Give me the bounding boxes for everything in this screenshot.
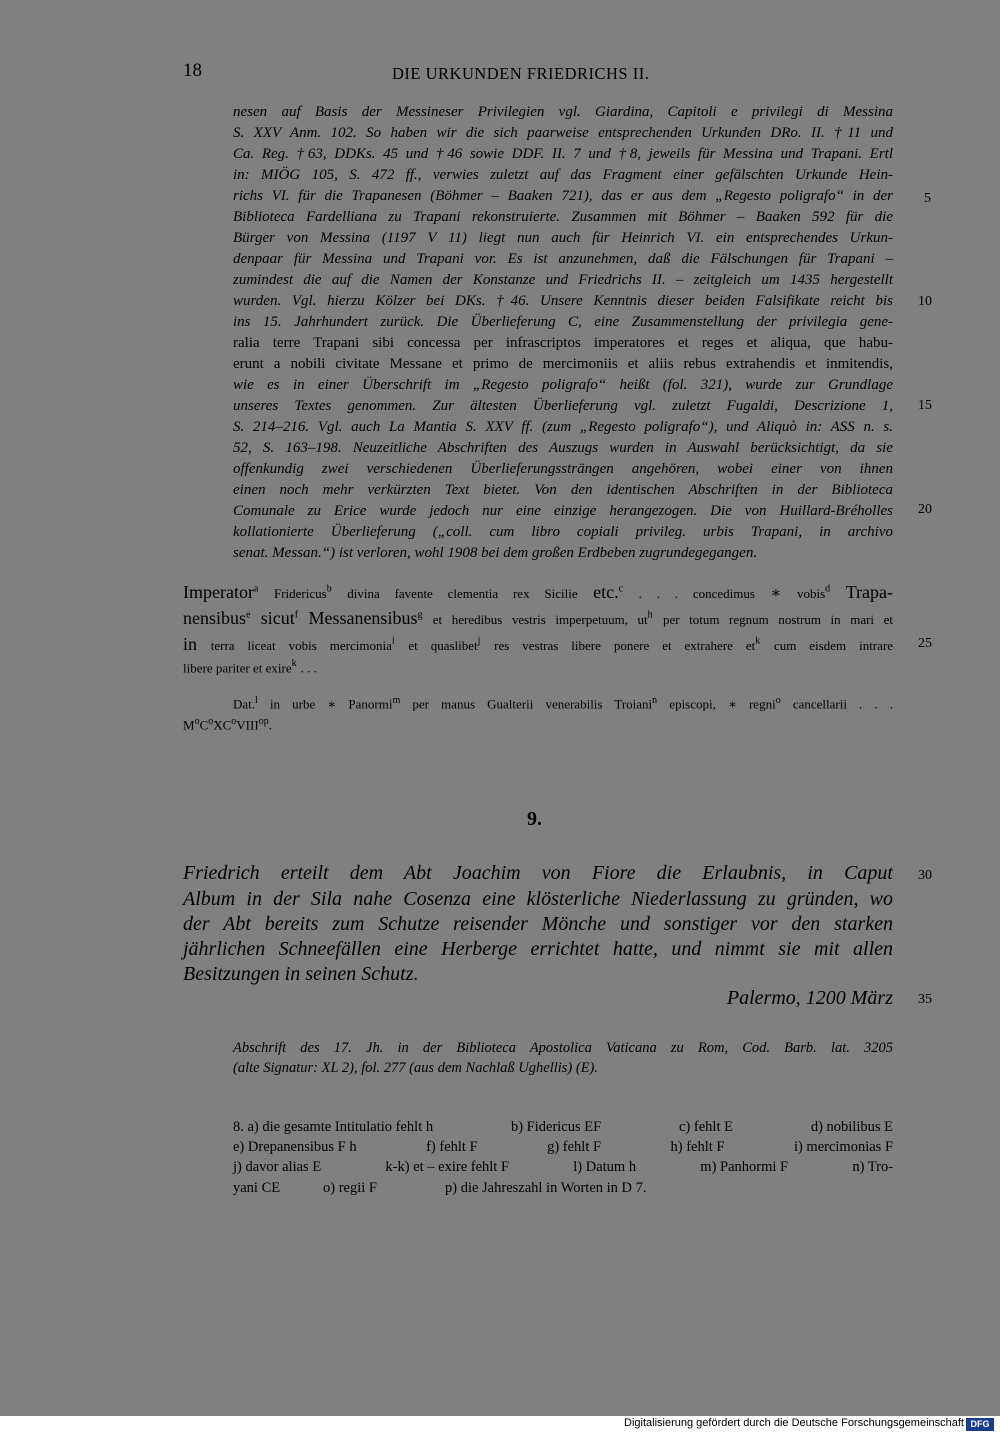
word: libere pariter et exire (183, 660, 292, 676)
word: nensibus (183, 608, 246, 628)
superscript: o (231, 716, 237, 727)
footnote-entry: yani CE (233, 1180, 281, 1196)
document-line (183, 634, 893, 655)
word: terra liceat vobis mercimonia (210, 638, 392, 653)
word: regni (748, 696, 776, 712)
variant-marker: k (291, 658, 297, 669)
document-line (183, 582, 893, 603)
variant-marker: k (755, 635, 761, 647)
footnote-entry: o) regii F (323, 1180, 377, 1196)
word: Trapa- (845, 582, 894, 602)
footnote-entry: k-k) et – exire fehlt F (385, 1159, 510, 1175)
line-number: 20 (918, 502, 932, 517)
regest-line: Album in der Sila nahe Cosenza eine klösterliche Niederlassung zu gründen, wo (183, 888, 893, 910)
footnote-entry: d) nobilibus E (810, 1119, 893, 1135)
commentary-line: erunt a nobili civitate Messane et primo de mercimoniis et aliis rebus extrahendis et inmitendis, (233, 356, 893, 372)
numeral: XC (213, 717, 232, 733)
variant-marker: n (652, 695, 658, 706)
word: vobis (796, 586, 826, 601)
footnote-entry: f) fehlt F (426, 1139, 478, 1155)
superscript: o (194, 716, 200, 727)
running-title: DIE URKUNDEN FRIEDRICHS II. (392, 64, 650, 83)
word: cancellarii . . . (792, 696, 894, 712)
page-number: 18 (183, 60, 202, 81)
footnote-entry: h) fehlt F (670, 1139, 725, 1155)
footnote-entry: g) fehlt F (547, 1139, 602, 1155)
commentary-line: S. 214–216. Vgl. auch La Mantia S. XXV ff. (zum „Regesto poligrafo“), und Aliquò in: ASS n. s. (233, 419, 893, 435)
variant-marker: f (294, 609, 299, 621)
variant-marker: b (326, 583, 332, 595)
commentary-line: 52, S. 163–198. Neuzeitliche Abschriften des Auszugs wurden in Auswahl berücksichtigt, da sie (233, 440, 893, 456)
variant-marker: a (253, 583, 259, 595)
commentary-line: ins 15. Jahrhundert zurück. Die Überlieferung C, eine Zusammenstellung der privilegia gene- (233, 314, 893, 330)
regest-line: Friedrich erteilt dem Abt Joachim von Fiore die Erlaubnis, in Caput (183, 862, 893, 884)
footnote-entry: j) davor alias E (233, 1159, 322, 1175)
word: . . . (300, 660, 317, 676)
variant-marker: l (255, 695, 258, 706)
footnote-entry: l) Datum h (573, 1159, 637, 1175)
word: Dat. (233, 696, 256, 712)
dat-line (233, 695, 893, 712)
commentary-line: kollationierte Überlieferung („coll. cum libro copiali privileg. urbis Trapani, in archivo (233, 524, 893, 540)
funding-footer (0, 1416, 1000, 1434)
variant-marker: g (417, 609, 423, 621)
footnote-line (233, 1159, 893, 1176)
numeral: M (183, 717, 195, 733)
dfg-logo[interactable]: DFG (966, 1418, 994, 1431)
variant-marker: e (246, 609, 251, 621)
commentary-line: wie es in einer Überschrift im „Regesto poligrafo“ heißt (fol. 321), wurde zur Grundlage (233, 377, 893, 393)
document-line (183, 658, 893, 677)
variant-marker: o (775, 695, 781, 706)
word: cum eisdem intrare (773, 638, 894, 653)
word: in urbe (269, 696, 316, 712)
footnote-line (233, 1180, 893, 1197)
word: Fridericus (273, 586, 327, 601)
line-number: 25 (918, 636, 932, 651)
regest-line: der Abt bereits zum Schutze reisender Mönche und sonstiger vor den starken (183, 913, 893, 935)
line-number: 35 (918, 992, 932, 1007)
variant-marker: h (647, 609, 653, 621)
regest-line: jährlichen Schneefällen eine Herberge errichtet hatte, und nimmt sie mit allen (183, 938, 893, 960)
commentary-line: unseres Textes genommen. Zur ältesten Überlieferung vgl. zuletzt Fugaldi, Descrizione 1, (233, 398, 893, 414)
date-line (183, 716, 272, 733)
footnote-entry: i) mercimonias F (793, 1139, 894, 1155)
word: res vestras libere ponere et extrahere et (494, 638, 756, 653)
commentary-line: in: MIÖG 105, S. 472 ff., verwies zuletzt auf das Fragment einer gefälschten Urkunde Hein- (233, 167, 893, 183)
word: Messanensibus (308, 608, 418, 628)
commentary-line: nesen auf Basis der Messineser Privilegien vgl. Giardina, Capitoli e privilegi di Messina (233, 104, 893, 120)
asterisk-mark: ∗ (770, 585, 782, 602)
commentary-line: zumindest die auf die Namen der Konstanze und Friedrichs II. – zeitgleich um 1435 hergestellt (233, 272, 893, 288)
footnote-entry: 8. a) die gesamte Intitulatio fehlt h (233, 1119, 434, 1135)
numeral: VIII (236, 717, 259, 733)
word: sicut (260, 608, 295, 628)
variant-marker: m (392, 695, 401, 706)
tradition-line: Abschrift des 17. Jh. in der Biblioteca Apostolica Vaticana zu Rom, Cod. Barb. lat. 3205 (233, 1040, 893, 1056)
commentary-line: S. XXV Anm. 102. So haben wir die sich paarweise entsprechenden Urkunden DRo. II. †11 und (233, 125, 893, 141)
word: divina favente clementia rex Sicilie (347, 586, 578, 601)
footnote-entry: e) Drepanensibus F h (233, 1139, 357, 1155)
word: in (183, 634, 198, 654)
line-number: 30 (918, 868, 932, 883)
footnote-entry: b) Fidericus EF (510, 1119, 602, 1135)
punctuation: . (268, 717, 272, 733)
footnote-entry: n) Tro- (852, 1159, 894, 1175)
footnote-line (233, 1139, 893, 1156)
word: Panormi (348, 696, 393, 712)
word: et quaslibet (408, 638, 478, 653)
commentary-line: wurden. Vgl. hierzu Kölzer bei DKs. †46. Unsere Kenntnis dieser beiden Falsifikate reicht bis (233, 293, 893, 309)
line-number: 10 (918, 294, 932, 309)
variant-marker: i (391, 635, 395, 647)
funding-text: Digitalisierung gefördert durch die Deutsche Forschungsgemeinschaft (624, 1417, 964, 1429)
word: etc. (593, 582, 619, 602)
word: . . . concedimus (638, 586, 755, 601)
asterisk-mark: ∗ (327, 696, 337, 712)
commentary-line: offenkundig zwei verschiedenen Überlieferungssträngen angehören, wobei einer von ihnen (233, 461, 893, 477)
commentary-line: richs VI. für die Trapanesen (Böhmer – Baaken 721), das er aus dem „Regesto poligrafo“ in der (233, 188, 893, 204)
variant-marker: j (477, 635, 481, 647)
superscript: o (208, 716, 214, 727)
document-line (183, 608, 893, 629)
footnote-entry: m) Panhormi F (700, 1159, 789, 1175)
section-number: 9. (527, 808, 542, 830)
place-date: Palermo, 1200 März (726, 987, 893, 1009)
variant-marker: c (618, 583, 624, 595)
commentary-line: einen noch mehr verkürzten Text bietet. Von den identischen Abschriften in der Biblioteca (233, 482, 893, 498)
tradition-line: (alte Signatur: XL 2), fol. 277 (aus dem Nachlaß Ughellis) (E). (233, 1060, 599, 1076)
word: episcopi, (669, 696, 716, 712)
commentary-line: Biblioteca Fardelliana zu Trapani rekonstruierte. Zusammen mit Böhmer – Baaken 592 für die (233, 209, 893, 225)
variant-marker: op (258, 716, 269, 727)
word: per manus Gualterii venerabilis Troiani (412, 696, 653, 712)
commentary-line: ralia terre Trapani sibi concessa per infrascriptos imperatores et reges et aliqua, que habu- (233, 335, 893, 351)
line-number: 5 (924, 191, 931, 206)
word: et heredibus vestris imperpetuum, ut (432, 612, 648, 627)
commentary-line: denpaar für Messina und Trapani vor. Es ist anzunehmen, daß die Fälschungen für Trapani – (233, 251, 893, 267)
commentary-line: Ca. Reg. †63, DDKs. 45 und †46 sowie DDF. II. 7 und †8, jeweils für Messina und Trapani. Ertl (233, 146, 893, 162)
line-number: 15 (918, 398, 932, 413)
footnote-entry: c) fehlt E (679, 1119, 733, 1135)
commentary-line: Bürger von Messina (1197 V 11) liegt nun auch für Heinrich VI. ein entsprechendes Urkun- (233, 230, 893, 246)
numeral: C (199, 717, 209, 733)
variant-marker: d (825, 583, 831, 595)
word: Imperator (183, 582, 254, 602)
asterisk-mark: ∗ (728, 696, 737, 712)
footnote-line (233, 1119, 893, 1136)
word: per totum regnum nostrum in mari et (662, 612, 894, 627)
footnote-entry: p) die Jahreszahl in Worten in D 7. (445, 1180, 647, 1196)
commentary-line: senat. Messan.“) ist verloren, wohl 1908 bei dem großen Erdbeben zugrundegegangen. (233, 545, 758, 561)
commentary-line: Comunale zu Erice wurde jedoch nur eine einzige herangezogen. Die von Huillard-Bréholles (233, 503, 893, 519)
regest-line: Besitzungen in seinen Schutz. (183, 963, 419, 985)
